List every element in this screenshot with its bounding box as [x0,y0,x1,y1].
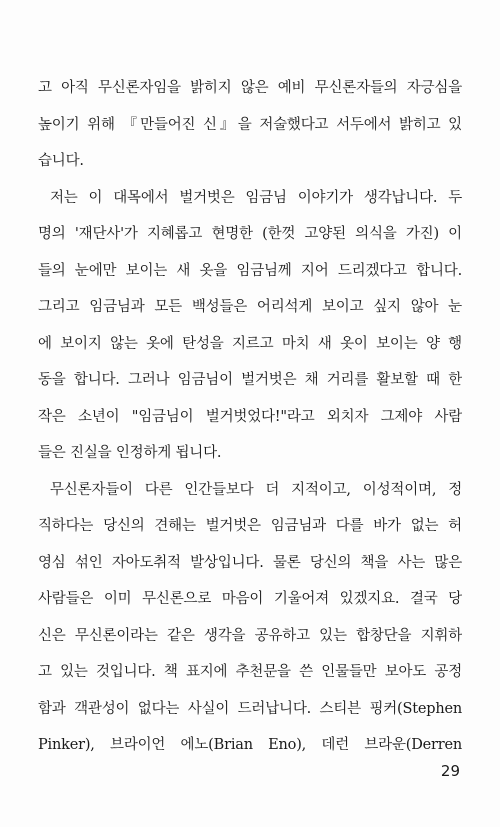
text-line: 고 아직 무신론자임을 밝히지 않은 예비 무신론자들의 자긍심을 [38,80,462,96]
text-line: 작은 소년이 "임금님이 벌거벗었다!"라고 외치자 그제야 사람 [38,408,462,425]
text-line: 사람들은 이미 무신론으로 마음이 기울어져 있겠지요. 결국 당 [38,591,462,607]
text-line: 신은 무신론이라는 같은 생각을 공유하고 있는 합창단을 지휘하 [38,627,462,644]
text-line: 고 있는 것입니다. 책 표지에 추천문을 쓴 인물들만 보아도 공정 [38,664,462,680]
text-line: 명의 '재단사'가 지혜롭고 현명한 (한껏 고양된 의식을 가진) 이 [38,226,462,242]
text-line: 들의 눈에만 보이는 새 옷을 임금님께 지어 드리겠다고 합니다. [38,262,462,279]
text-line: 동을 합니다. 그러나 임금님이 벌거벗은 채 거리를 활보할 때 한 [38,372,462,388]
text-line: 영심 섞인 자아도취적 발상입니다. 물론 당신의 책을 사는 많은 [38,554,462,571]
text-line: 무신론자들이 다른 인간들보다 더 지적이고, 이성적이며, 정 [50,481,462,498]
text-line: 저는 이 대목에서 벌거벗은 임금님 이야기가 생각납니다. 두 [50,189,462,206]
page-number: 29 [440,762,460,780]
body-text [38,78,462,772]
text-line: 들은 진실을 인정하게 됩니다. [38,445,222,461]
text-line: 함과 객관성이 없다는 사실이 드러납니다. 스티븐 핑커(Stephen [38,700,462,717]
text-line: Pinker), 브라이언 에노(Brian Eno), 데런 브라운(Derren [38,737,462,753]
text-line: 에 보이지 않는 옷에 탄성을 지르고 마치 새 옷이 보이는 양 행 [38,335,462,352]
text-line: 그리고 임금님과 모든 백성들은 어리석게 보이고 싶지 않아 눈 [38,299,462,315]
text-line: 높이기 위해 『만들어진 신』을 저술했다고 서두에서 밝히고 있 [38,116,462,133]
text-line: 습니다. [38,153,84,169]
text-line: 직하다는 당신의 견해는 벌거벗은 임금님과 다를 바가 없는 허 [38,518,462,534]
